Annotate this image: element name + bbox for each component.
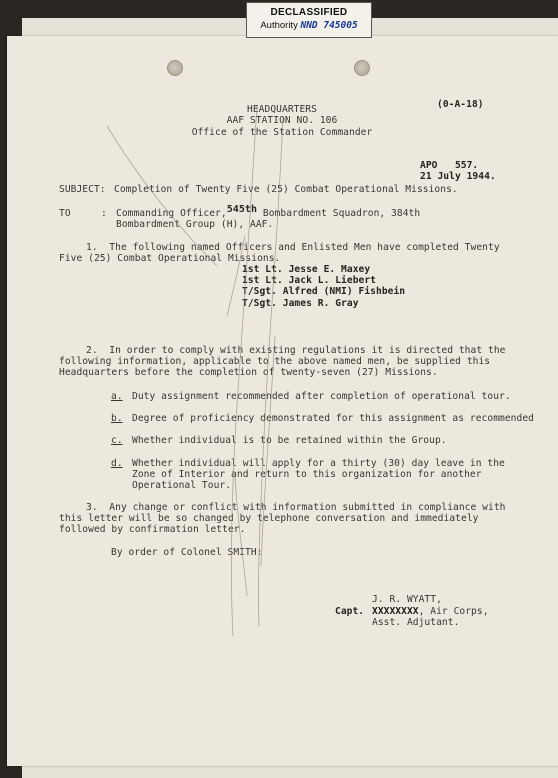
item-b-letter: b. xyxy=(111,413,123,424)
stamp-authority-number: NND 745005 xyxy=(300,20,358,31)
item-d-letter: d. xyxy=(111,458,123,469)
personnel-1: 1st Lt. Jesse E. Maxey xyxy=(242,264,371,275)
to-line2: Bombardment Group (H), AAF. xyxy=(116,219,274,230)
pencil-stroke-1 xyxy=(231,106,257,636)
pencil-marks xyxy=(7,36,558,766)
to-colon: : xyxy=(101,208,107,219)
pencil-stroke-3 xyxy=(227,236,245,316)
para3-line3: followed by confirmation letter. xyxy=(59,524,246,535)
para3-line1: 3. Any change or conflict with information submitted in compliance with xyxy=(86,502,506,513)
pencil-stroke-4 xyxy=(107,126,217,266)
item-a-letter: a. xyxy=(111,391,123,402)
declassified-stamp xyxy=(246,2,372,38)
header-hq: HEADQUARTERS xyxy=(247,104,317,115)
para2-line3: Headquarters before the completion of twenty-seven (27) Missions. xyxy=(59,367,438,378)
para3-line2: this letter will be so changed by telephone conversation and immediately xyxy=(59,513,479,524)
personnel-2: 1st Lt. Jack L. Liebert xyxy=(242,275,376,286)
item-d-line3: Operational Tour. xyxy=(132,480,232,491)
file-code: (0-A-18) xyxy=(437,99,484,110)
struck-out-text: XXXXXXXX xyxy=(372,606,419,617)
signature-title: Asst. Adjutant. xyxy=(372,617,460,628)
apo-number: APO 557. xyxy=(420,160,479,171)
item-b-text: Degree of proficiency demonstrated for this assignment as recommended xyxy=(132,413,534,424)
item-d-line2: Zone of Interior and return to this organization for another xyxy=(132,469,482,480)
to-label: TO xyxy=(59,208,71,219)
item-d-line1: Whether individual will apply for a thirty (30) day leave in the xyxy=(132,458,505,469)
document-date: 21 July 1944. xyxy=(420,171,496,182)
signature-corps-line: XXXXXXXX, Air Corps, xyxy=(372,606,489,617)
header-station: AAF STATION NO. 106 xyxy=(226,115,338,126)
item-c-text: Whether individual is to be retained within the Group. xyxy=(132,435,447,446)
pencil-stroke-2 xyxy=(258,116,283,626)
subject-label: SUBJECT: xyxy=(59,184,106,195)
para2-line2: following information, applicable to the above named men, be supplied this xyxy=(59,356,491,367)
personnel-4: T/Sgt. James R. Gray xyxy=(242,298,359,309)
item-c-letter: c. xyxy=(111,435,123,446)
signature-rank: Capt. xyxy=(335,606,365,617)
para1-line2: Five (25) Combat Operational Missions. xyxy=(59,253,281,264)
stamp-title: DECLASSIFIED xyxy=(270,7,348,18)
header-office: Office of the Station Commander xyxy=(191,127,373,138)
to-line1: Commanding Officer,545th Bombardment Squadron, 384th xyxy=(116,204,421,219)
document-page xyxy=(7,36,558,766)
subject-text: Completion of Twenty Five (25) Combat Operational Missions. xyxy=(114,184,458,195)
stamp-authority: Authority NND 745005 xyxy=(260,20,358,31)
by-order-line: By order of Colonel SMITH: xyxy=(111,547,263,558)
item-a-text: Duty assignment recommended after completion of operational tour. xyxy=(132,391,511,402)
pencil-stroke-6 xyxy=(235,476,247,596)
squadron-handwritten: 545th xyxy=(226,204,258,215)
signature-name: J. R. WYATT, xyxy=(372,594,442,605)
para1-line1: 1. The following named Officers and Enlisted Men have completed Twenty xyxy=(86,242,500,253)
para2-line1: 2. In order to comply with existing regulations it is directed that the xyxy=(86,345,506,356)
personnel-3: T/Sgt. Alfred (NMI) Fishbein xyxy=(242,286,406,297)
